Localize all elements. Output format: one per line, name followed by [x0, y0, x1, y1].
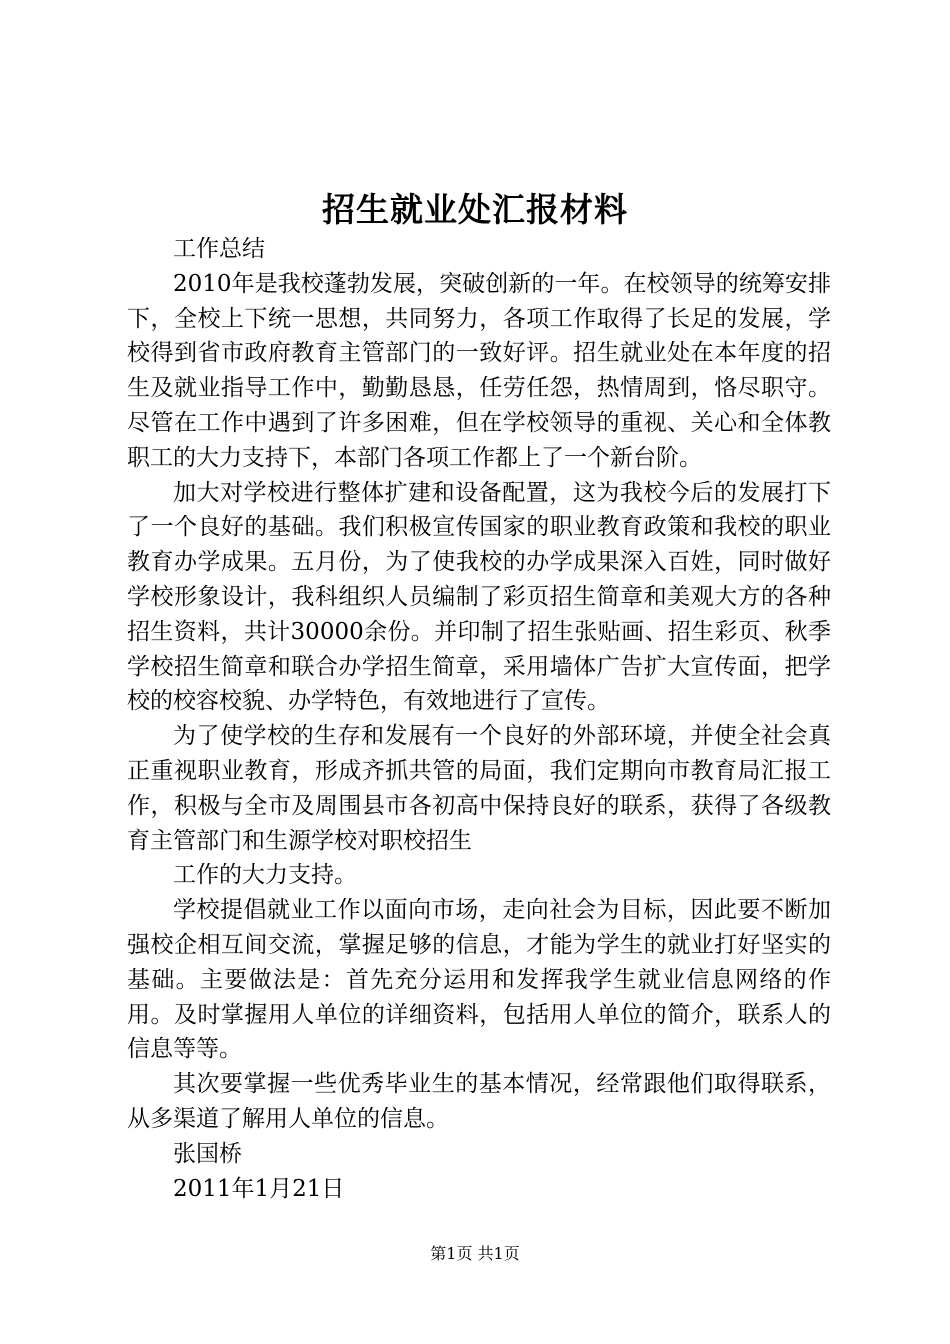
paragraph-environment: 为了使学校的生存和发展有一个良好的外部环境，并使全社会真正重视职业教育，形成齐抓共管的局面，我们定期向市教育局汇报工作，积极与全市及周围县市各初高中保持良好的联系，获得了各级教育主管部门和生源学校对职校招生 — [127, 723, 831, 854]
paragraph-overview: 2010年是我校蓬勃发展，突破创新的一年。在校领导的统筹安排下，全校上下统一思想，共同努力，各项工作取得了长足的发展，学校得到省市政府教育主管部门的一致好评。招生就业处在本年度的招生及就业指导工作中，勤勤恳恳，任劳任怨，热情周到，恪尽职守。尽管在工作中遇到了许多困难，但在学校领导的重视、关心和全体教职工的大力支持下，本部门各项工作都上了一个新台阶。 — [127, 270, 831, 471]
document-body — [127, 232, 831, 1206]
document-title: 招生就业处汇报材料 — [322, 190, 628, 229]
page-number: 第1页 共1页 — [430, 1244, 520, 1263]
signature-date: 2011年1月21日 — [173, 1175, 345, 1202]
paragraph-support: 工作的大力支持。 — [173, 862, 357, 889]
section-heading: 工作总结 — [173, 236, 265, 262]
signature-name: 张国桥 — [173, 1140, 242, 1167]
paragraph-graduates: 其次要掌握一些优秀毕业生的基本情况，经常跟他们取得联系，从多渠道了解用人单位的信息。 — [127, 1071, 831, 1132]
paragraph-publicity: 加大对学校进行整体扩建和设备配置，这为我校今后的发展打下了一个良好的基础。我们积极宣传国家的职业教育政策和我校的职业教育办学成果。五月份，为了使我校的办学成果深入百姓，同时做好学校形象设计，我科组织人员编制了彩页招生简章和美观大方的各种招生资料，共计30000余份。并印制了招生张贴画、招生彩页、秋季学校招生简章和联合办学招生简章，采用墙体广告扩大宣传面，把学校的校容校貌、办学特色，有效地进行了宣传。 — [127, 479, 831, 715]
paragraph-employment: 学校提倡就业工作以面向市场，走向社会为目标，因此要不断加强校企相互间交流，掌握足够的信息，才能为学生的就业打好坚实的基础。主要做法是：首先充分运用和发挥我学生就业信息网络的作用。及时掌握用人单位的详细资料，包括用人单位的简介，联系人的信息等等。 — [127, 897, 831, 1063]
